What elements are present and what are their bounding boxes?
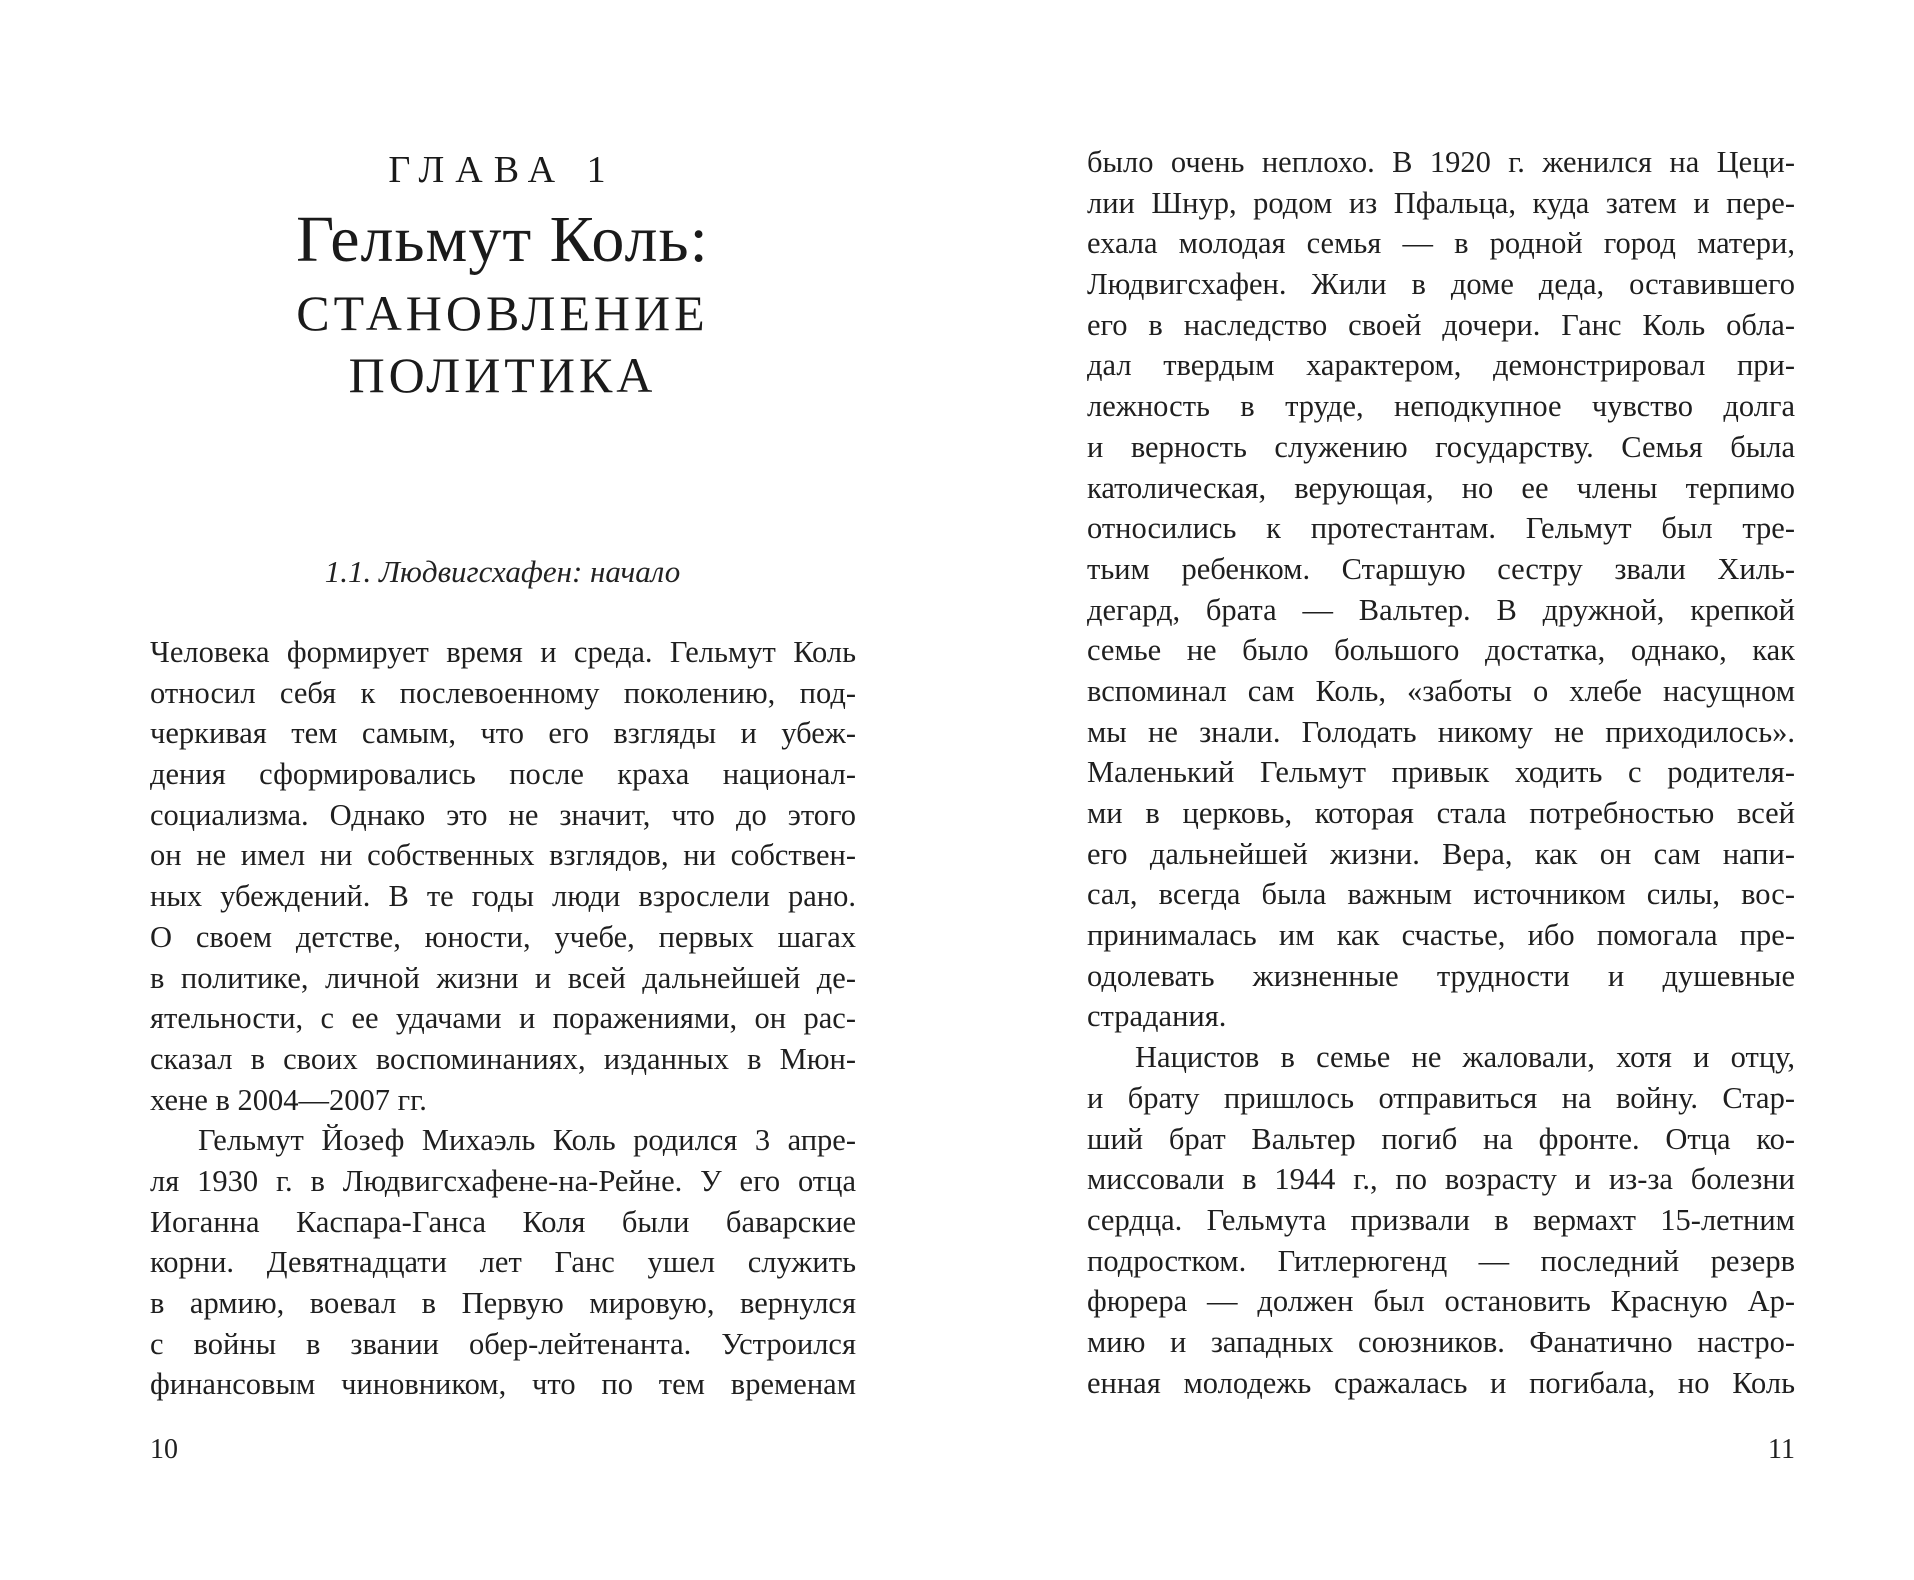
text-line: одолевать жизненные трудности и душевные bbox=[1087, 958, 1795, 993]
chapter-title-line-3: ПОЛИТИКА bbox=[348, 347, 657, 403]
text-line: Нацистов в семье не жаловали, хотя и отцу, bbox=[1135, 1040, 1795, 1075]
text-line: лии Шнур, родом из Пфальца, куда затем и пере- bbox=[1087, 185, 1795, 220]
text-line: страдания. bbox=[1087, 999, 1227, 1034]
text-line: дения сформировались после краха национал- bbox=[150, 757, 856, 792]
text-line: и верность служению государству. Семья была bbox=[1087, 429, 1795, 464]
text-line: в политике, личной жизни и всей дальнейшей де- bbox=[150, 960, 856, 995]
text-line: черкивая тем самым, что его взгляды и убеж- bbox=[150, 716, 856, 751]
text-line: ший брат Вальтер погиб на фронте. Отца ко- bbox=[1087, 1121, 1795, 1156]
text-line: лежность в труде, неподкупное чувство долга bbox=[1087, 389, 1795, 424]
text-line: хене в 2004—2007 гг. bbox=[150, 1082, 427, 1117]
text-line: Маленький Гельмут привык ходить с родителя- bbox=[1087, 755, 1795, 790]
text-line: сказал в своих воспоминаниях, изданных в Мюн- bbox=[150, 1041, 856, 1076]
right-body-text bbox=[1087, 142, 1795, 1403]
text-line: ехала молодая семья — в родной город матери, bbox=[1087, 226, 1795, 261]
chapter-title-line-1: Гельмут Коль: bbox=[296, 203, 709, 276]
text-line: относил себя к послевоенному поколению, под- bbox=[150, 675, 856, 710]
text-line: он не имел ни собственных взглядов, ни собствен- bbox=[150, 838, 856, 873]
text-line: енная молодежь сражалась и погибала, но Коль bbox=[1087, 1365, 1795, 1400]
text-line: фюрера — должен был остановить Красную Ар- bbox=[1087, 1284, 1795, 1319]
text-line: семье не было большого достатка, однако, как bbox=[1087, 633, 1795, 668]
text-line: миссовали в 1944 г., по возрасту и из-за болезни bbox=[1087, 1162, 1795, 1197]
page-number: 11 bbox=[1768, 1434, 1795, 1465]
text-line: с войны в звании обер-лейтенанта. Устроился bbox=[150, 1326, 856, 1361]
section-heading: 1.1. Людвигсхафен: начало bbox=[324, 554, 681, 589]
text-line: О своем детстве, юности, учебе, первых шагах bbox=[150, 919, 856, 954]
text-line: относились к протестантам. Гельмут был тре- bbox=[1087, 511, 1795, 546]
text-line: подростком. Гитлерюгенд — последний резерв bbox=[1087, 1243, 1795, 1278]
text-line: сердца. Гельмута призвали в вермахт 15-летним bbox=[1087, 1202, 1795, 1237]
text-line: дал твердым характером, демонстрировал при- bbox=[1087, 348, 1795, 383]
text-line: дегард, брата — Вальтер. В дружной, крепкой bbox=[1087, 592, 1795, 627]
chapter-title-line-2: СТАНОВЛЕНИЕ bbox=[296, 285, 709, 341]
text-line: социализма. Однако это не значит, что до этого bbox=[150, 797, 856, 832]
text-line: его в наследство своей дочери. Ганс Коль обла- bbox=[1087, 307, 1795, 342]
text-line: вспоминал сам Коль, «заботы о хлебе насущном bbox=[1087, 673, 1795, 708]
right-page bbox=[957, 0, 1914, 1580]
text-line: принималась им как счастье, ибо помогала пре- bbox=[1087, 918, 1795, 953]
text-line: ных убеждений. В те годы люди взрослели рано. bbox=[150, 879, 856, 914]
text-line: его дальнейшей жизни. Вера, как он сам напи- bbox=[1087, 836, 1795, 871]
chapter-label: ГЛАВА 1 bbox=[388, 149, 617, 191]
text-line: ятельности, с ее удачами и поражениями, он рас- bbox=[150, 1001, 856, 1036]
text-line: и брату пришлось отправиться на войну. Стар- bbox=[1087, 1080, 1795, 1115]
text-line: тьим ребенком. Старшую сестру звали Хиль- bbox=[1087, 551, 1795, 586]
left-body-text bbox=[150, 632, 856, 1405]
text-line: Человека формирует время и среда. Гельмут Коль bbox=[150, 635, 856, 669]
text-line: в армию, воевал в Первую мировую, вернулся bbox=[150, 1286, 856, 1320]
text-line: католическая, верующая, но ее члены терпимо bbox=[1087, 470, 1795, 505]
text-line: Иоганна Каспара-Ганса Коля были баварские bbox=[150, 1204, 856, 1239]
text-line: было очень неплохо. В 1920 г. женился на Цеци- bbox=[1087, 145, 1795, 179]
text-line: корни. Девятнадцати лет Ганс ушел служить bbox=[150, 1245, 856, 1280]
text-line: финансовым чиновником, что по тем временам bbox=[150, 1367, 856, 1402]
chapter-title bbox=[150, 198, 855, 406]
text-line: Гельмут Йозеф Михаэль Коль родился 3 апре- bbox=[198, 1123, 856, 1158]
text-line: ми в церковь, которая стала потребностью всей bbox=[1087, 796, 1795, 830]
text-line: ля 1930 г. в Людвигсхафене-на-Рейне. У его отца bbox=[150, 1163, 856, 1198]
text-line: Людвигсхафен. Жили в доме деда, оставившего bbox=[1087, 267, 1795, 302]
text-line: мы не знали. Голодать никому не приходилось». bbox=[1087, 714, 1795, 749]
text-line: сал, всегда была важным источником силы, вос- bbox=[1087, 877, 1795, 912]
text-line: мию и западных союзников. Фанатично настро- bbox=[1087, 1324, 1795, 1359]
page-number: 10 bbox=[150, 1434, 178, 1465]
